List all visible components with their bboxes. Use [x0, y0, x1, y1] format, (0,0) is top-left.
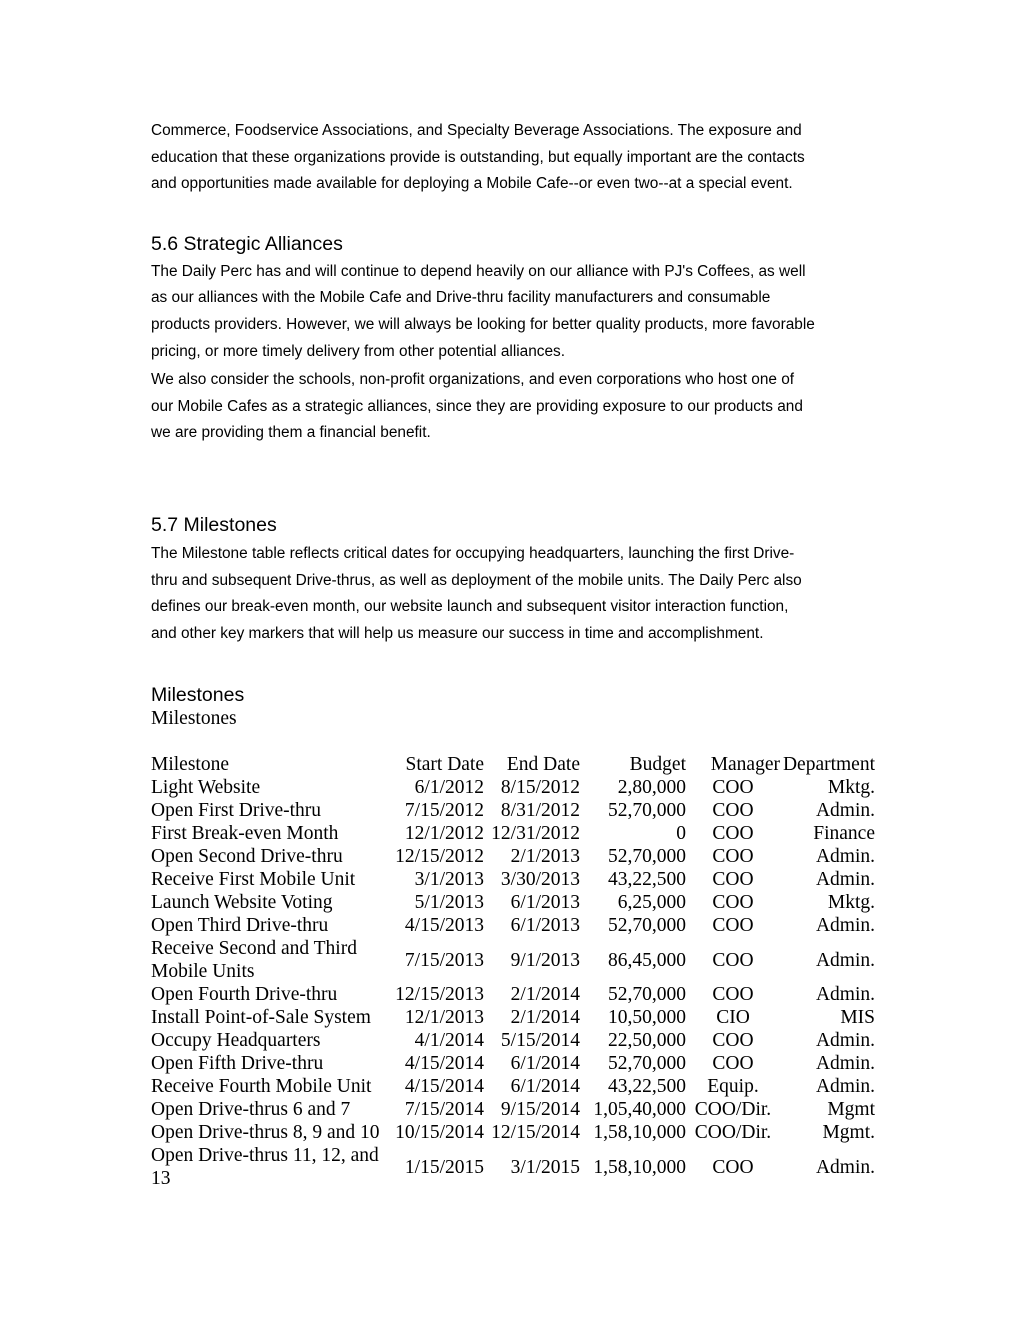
cell-start-date: 6/1/2012	[414, 777, 484, 799]
table-row	[151, 983, 875, 1006]
cell-start-date: 3/1/2013	[414, 869, 484, 891]
cell-end-date: 9/15/2014	[500, 1099, 580, 1121]
table-row	[151, 845, 875, 868]
header-department: Department	[782, 754, 875, 776]
text-line: as our alliances with the Mobile Cafe and Drive-thru facility manufacturers and consumable	[151, 289, 771, 307]
cell-milestone: Receive First Mobile Unit	[151, 869, 356, 891]
cell-department: Admin.	[815, 846, 875, 868]
cell-end-date: 9/1/2013	[510, 949, 580, 971]
cell-department: Finance	[813, 823, 875, 845]
cell-budget: 86,45,000	[608, 949, 686, 971]
document-page	[151, 118, 875, 1190]
cell-department: Mgmt	[827, 1099, 875, 1121]
cell-milestone: Open Drive-thrus 8, 9 and 10	[151, 1122, 380, 1144]
cell-budget: 1,58,10,000	[593, 1156, 686, 1178]
header-manager: Manager	[710, 754, 780, 776]
cell-milestone: First Break-even Month	[151, 823, 339, 845]
cell-department: Mktg.	[827, 777, 875, 799]
table-header-row	[151, 753, 875, 776]
cell-milestone: Open Fourth Drive-thru	[151, 984, 338, 1006]
text-line: we are providing them a financial benefit.	[151, 424, 431, 442]
cell-department: Mgmt.	[822, 1122, 875, 1144]
cell-department: Admin.	[815, 984, 875, 1006]
cell-manager: COO	[712, 823, 754, 845]
text-line: thru and subsequent Drive-thrus, as well as deployment of the mobile units. The Daily Perc also	[151, 571, 802, 589]
section-heading-strategic-alliances: 5.6 Strategic Alliances	[151, 232, 343, 255]
cell-budget: 43,22,500	[608, 869, 686, 891]
table-row	[151, 937, 875, 983]
cell-milestone: Open Second Drive-thru	[151, 846, 343, 868]
table-row	[151, 1052, 875, 1075]
cell-end-date: 2/1/2014	[510, 984, 580, 1006]
table-row	[151, 776, 875, 799]
milestones-paragraph	[151, 541, 875, 647]
alliances-paragraph-2	[151, 367, 875, 447]
cell-manager: COO	[712, 869, 754, 891]
cell-department: Admin.	[815, 1076, 875, 1098]
cell-manager: COO	[712, 1030, 754, 1052]
cell-start-date: 4/15/2014	[404, 1076, 484, 1098]
cell-start-date: 4/15/2014	[404, 1053, 484, 1075]
cell-start-date: 7/15/2013	[404, 949, 484, 971]
cell-manager: COO	[712, 777, 754, 799]
cell-start-date: 5/1/2013	[414, 892, 484, 914]
cell-start-date: 12/15/2013	[395, 984, 484, 1006]
text-line: products providers. However, we will always be looking for better quality products, more favorable	[151, 315, 815, 333]
text-line: our Mobile Cafes as a strategic alliances, since they are providing exposure to our products and	[151, 397, 803, 415]
header-milestone: Milestone	[151, 754, 229, 776]
cell-budget: 43,22,500	[608, 1076, 686, 1098]
cell-manager: Equip.	[707, 1076, 759, 1098]
text-line: education that these organizations provide is outstanding, but equally important are the contacts	[151, 148, 805, 166]
cell-end-date: 2/1/2014	[510, 1007, 580, 1029]
cell-end-date: 8/31/2012	[500, 800, 580, 822]
table-row	[151, 868, 875, 891]
text-line: defines our break-even month, our website launch and subsequent visitor interaction function,	[151, 598, 789, 616]
cell-end-date: 6/1/2014	[510, 1076, 580, 1098]
cell-start-date: 4/15/2013	[404, 915, 484, 937]
table-row	[151, 914, 875, 937]
text-line: and other key markers that will help us measure our success in time and accomplishment.	[151, 624, 764, 642]
cell-milestone: Receive Fourth Mobile Unit	[151, 1076, 372, 1098]
cell-budget: 52,70,000	[608, 915, 686, 937]
cell-end-date: 3/1/2015	[510, 1156, 580, 1178]
cell-start-date: 7/15/2012	[404, 800, 484, 822]
table-row	[151, 1098, 875, 1121]
intro-paragraph	[151, 118, 875, 198]
table-row	[151, 891, 875, 914]
cell-end-date: 12/15/2014	[491, 1122, 580, 1144]
cell-department: Admin.	[815, 915, 875, 937]
table-row	[151, 1121, 875, 1144]
cell-department: MIS	[840, 1007, 875, 1029]
cell-milestone: Open First Drive-thru	[151, 800, 322, 822]
cell-end-date: 2/1/2013	[510, 846, 580, 868]
cell-end-date: 3/30/2013	[500, 869, 580, 891]
table-title: Milestones	[151, 708, 237, 730]
cell-start-date: 12/1/2012	[404, 823, 484, 845]
cell-end-date: 6/1/2014	[510, 1053, 580, 1075]
cell-end-date: 6/1/2013	[510, 915, 580, 937]
cell-milestone: Open Fifth Drive-thru	[151, 1053, 324, 1075]
cell-start-date: 1/15/2015	[404, 1156, 484, 1178]
cell-department: Mktg.	[827, 892, 875, 914]
cell-milestone: Light Website	[151, 777, 261, 799]
table-row	[151, 1075, 875, 1098]
table-caption: Milestones	[151, 684, 245, 707]
cell-milestone: Open Third Drive-thru	[151, 915, 329, 937]
text-line: We also consider the schools, non-profit organizations, and even corporations who host one of	[151, 371, 795, 389]
cell-budget: 52,70,000	[608, 846, 686, 868]
text-line: Commerce, Foodservice Associations, and Specialty Beverage Associations. The exposure and	[151, 122, 802, 139]
cell-manager: COO	[712, 892, 754, 914]
text-line: pricing, or more timely delivery from other potential alliances.	[151, 342, 566, 360]
cell-manager: COO/Dir.	[694, 1099, 772, 1121]
table-row	[151, 1029, 875, 1052]
cell-manager: COO	[712, 915, 754, 937]
header-budget: Budget	[629, 754, 686, 776]
cell-budget: 1,05,40,000	[593, 1099, 686, 1121]
cell-budget: 1,58,10,000	[593, 1122, 686, 1144]
cell-department: Admin.	[815, 869, 875, 891]
header-end-date: End Date	[506, 754, 580, 776]
cell-manager: COO	[712, 1156, 754, 1178]
header-start-date: Start Date	[405, 754, 484, 776]
table-row	[151, 1006, 875, 1029]
cell-manager: COO/Dir.	[694, 1122, 772, 1144]
cell-start-date: 12/15/2012	[395, 846, 484, 868]
cell-manager: COO	[712, 984, 754, 1006]
cell-manager: COO	[712, 800, 754, 822]
cell-budget: 52,70,000	[608, 984, 686, 1006]
cell-department: Admin.	[815, 1053, 875, 1075]
cell-department: Admin.	[815, 1030, 875, 1052]
cell-milestone: Open Drive-thrus 6 and 7	[151, 1099, 351, 1121]
table-row	[151, 799, 875, 822]
cell-end-date: 8/15/2012	[500, 777, 580, 799]
cell-budget: 22,50,000	[608, 1030, 686, 1052]
cell-end-date: 5/15/2014	[500, 1030, 580, 1052]
cell-budget: 0	[676, 823, 686, 845]
cell-milestone: Occupy Headquarters	[151, 1030, 321, 1052]
cell-department: Admin.	[815, 1156, 875, 1178]
cell-end-date: 12/31/2012	[491, 823, 580, 845]
milestones-table	[151, 753, 875, 1190]
alliances-paragraph-1	[151, 259, 875, 365]
cell-end-date: 6/1/2013	[510, 892, 580, 914]
cell-milestone: Open Drive-thrus 11, 12, and 13	[151, 1145, 379, 1190]
cell-manager: COO	[712, 949, 754, 971]
cell-start-date: 10/15/2014	[395, 1122, 484, 1144]
section-heading-milestones: 5.7 Milestones	[151, 513, 277, 536]
text-line: and opportunities made available for deploying a Mobile Cafe--or even two--at a special event.	[151, 175, 793, 193]
cell-manager: COO	[712, 846, 754, 868]
cell-manager: COO	[712, 1053, 754, 1075]
cell-milestone: Launch Website Voting	[151, 892, 333, 914]
cell-budget: 10,50,000	[608, 1007, 686, 1029]
text-line: The Milestone table reflects critical dates for occupying headquarters, launching the first Drive-	[151, 544, 795, 562]
cell-budget: 52,70,000	[608, 800, 686, 822]
cell-start-date: 4/1/2014	[414, 1030, 484, 1052]
text-line: The Daily Perc has and will continue to depend heavily on our alliance with PJ's Coffees, as well	[151, 262, 806, 280]
cell-milestone: Receive Second and Third Mobile Units	[151, 938, 357, 983]
cell-start-date: 12/1/2013	[404, 1007, 484, 1029]
cell-manager: CIO	[716, 1007, 750, 1029]
cell-department: Admin.	[815, 800, 875, 822]
cell-budget: 2,80,000	[617, 777, 686, 799]
cell-budget: 6,25,000	[617, 892, 686, 914]
cell-budget: 52,70,000	[608, 1053, 686, 1075]
cell-department: Admin.	[815, 949, 875, 971]
cell-milestone: Install Point-of-Sale System	[151, 1007, 371, 1029]
table-row	[151, 1144, 875, 1190]
table-row	[151, 822, 875, 845]
cell-start-date: 7/15/2014	[404, 1099, 484, 1121]
